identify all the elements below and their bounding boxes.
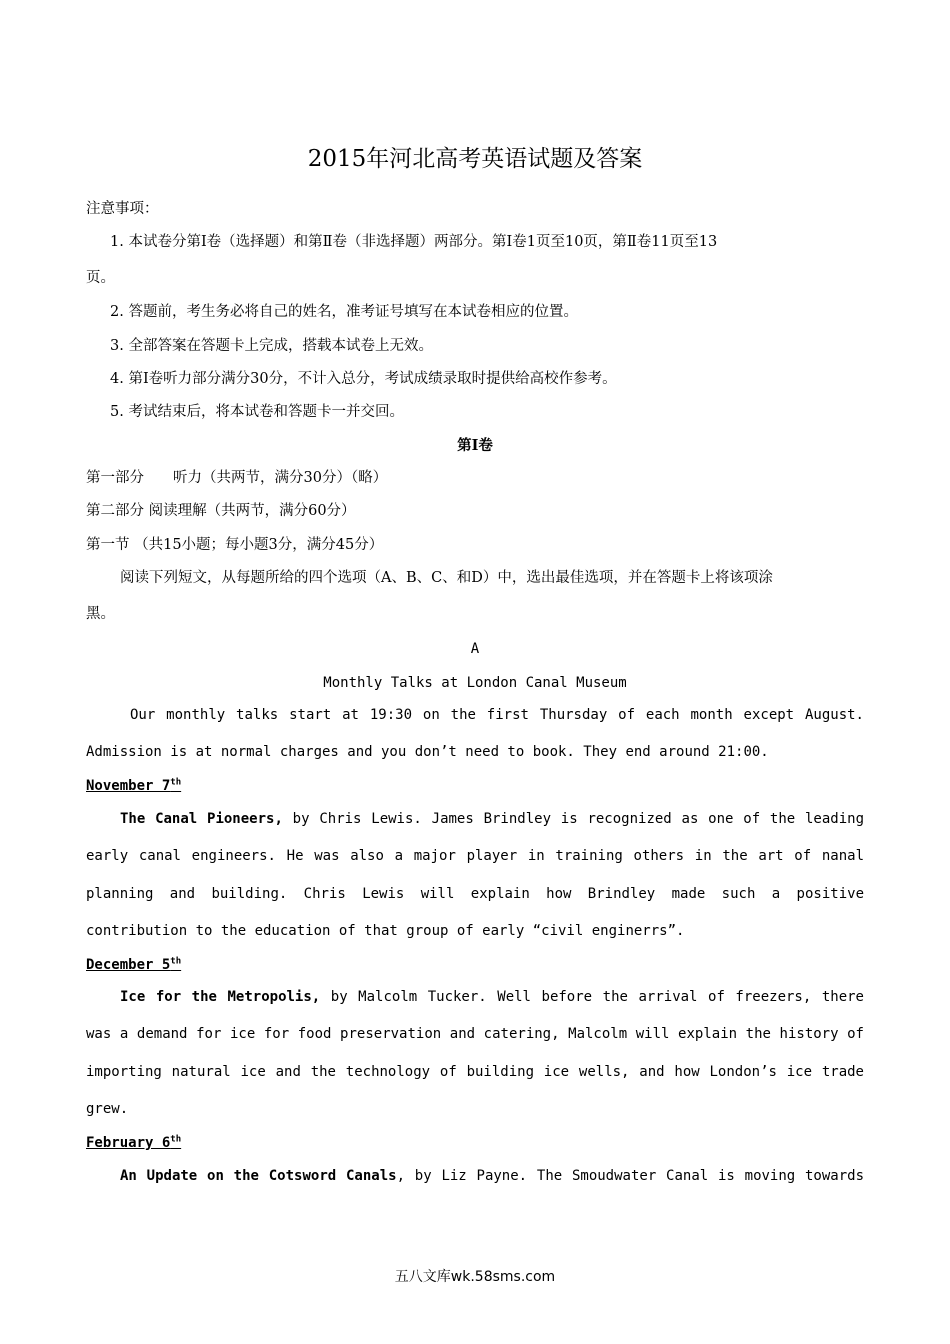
talk-description (86, 1158, 864, 1195)
notice-item-5: 5. 考试结束后，将本试卷和答题卡一并交回。 (110, 404, 404, 420)
talk-title: An Update on the Cotsword Canals (120, 1168, 397, 1184)
talk-date-text: February 6 (86, 1135, 171, 1151)
part-1-heading: 第一部分 听力（共两节，满分30分）（略） (86, 470, 388, 486)
talk-title: Ice for the Metropolis, (120, 989, 321, 1005)
notice-item-2: 2. 答题前，考生务必将自己的姓名，准考证号填写在本试卷相应的位置。 (110, 304, 578, 320)
part-2-heading: 第二部分 阅读理解（共两节，满分60分） (86, 503, 356, 519)
page-footer: 五八文库wk.58sms.com (394, 1269, 556, 1285)
notice-item-1-continued: 页。 (86, 270, 115, 286)
passage-intro: Our monthly talks start at 19:30 on the first Thursday of each month except August. Admission is at normal charges and you don’t need to book. They end around 21:00. (86, 707, 864, 761)
document-title: 2015年河北高考英语试题及答案 (307, 146, 643, 172)
talk-body: by Chris Lewis. James Brindley is recognized as one of the leading early canal engineers. He was also a major player in training others in the art of nanal planning and building. Chris Lewis will explain how Brindley made such a positive contribution to the education of that group of early “civil enginerrs”. (86, 811, 864, 939)
talk-date-suffix: th (170, 956, 182, 967)
talk-description (86, 979, 864, 1128)
talk-date (86, 955, 181, 975)
talk-body: by Malcolm Tucker. Well before the arrival of freezers, there was a demand for ice for food preservation and catering, Malcolm will explain the history of importing natural ice and the technology of building ice wells, and how London’s ice trade grew. (86, 989, 864, 1117)
instruction-line-2: 黑。 (86, 606, 115, 622)
talk-body: , by Liz Payne. The Smoudwater Canal is moving towards (396, 1168, 865, 1184)
talk-date (86, 776, 181, 796)
talk-date-text: December 5 (86, 957, 171, 973)
talk-description (86, 801, 864, 950)
talk-date (86, 1133, 181, 1153)
passage-heading: Monthly Talks at London Canal Museum (323, 675, 627, 691)
talk-date-text: November 7 (86, 778, 171, 794)
volume-title: 第Ⅰ卷 (457, 437, 493, 454)
notice-item-1: 1. 本试卷分第Ⅰ卷（选择题）和第Ⅱ卷（非选择题）两部分。第Ⅰ卷1页至10页，第Ⅱ卷11页至13 (110, 234, 718, 250)
passage-label: A (470, 641, 480, 657)
notice-item-4: 4. 第Ⅰ卷听力部分满分30分，不计入总分，考试成绩录取时提供给高校作参考。 (110, 371, 617, 387)
instruction-line-1: 阅读下列短文，从每题所给的四个选项（A、B、C、和D）中，选出最佳选项，并在答题卡上将该项涂 (120, 570, 773, 586)
talk-date-suffix: th (170, 1134, 182, 1145)
talk-date-suffix: th (170, 777, 182, 788)
talk-title: The Canal Pioneers, (120, 811, 283, 827)
section-1-heading: 第一节 （共15小题；每小题3分，满分45分） (86, 537, 384, 553)
notice-heading: 注意事项： (86, 201, 159, 217)
notice-item-3: 3. 全部答案在答题卡上完成，搭载本试卷上无效。 (110, 338, 433, 354)
